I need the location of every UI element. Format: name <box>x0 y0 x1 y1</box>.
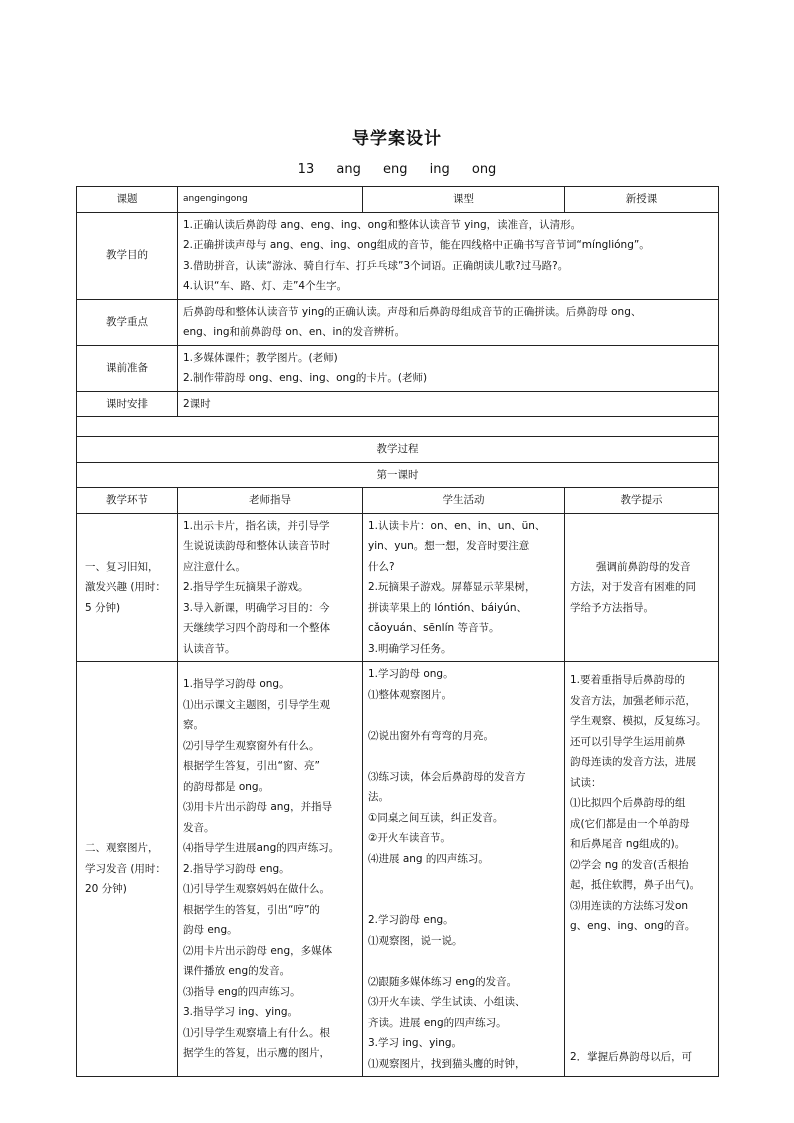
teaching-tips: 强调前鼻韵母的发音 方法，对于发音有困难的同 学给予方法指导。 <box>565 513 719 662</box>
lesson-number: 13 <box>297 162 315 177</box>
student-activity: 1.学习韵母 ong。 ⑴整体观察图片。 ⑵说出窗外有弯弯的月亮。 ⑶练习读，体会后鼻韵母的发音方 法。 ①同桌之间互读，纠正发音。 ②开火车读音节。 ⑷进展 ang 的四声练习。 2.学习韵母 eng。 ⑴观察图，说一说。 ⑵跟随多媒体练习 eng的发音。 ⑶开火车读、学生试读、小组读、 齐读。进展 eng的四声练习。 3.学习 ing、ying。 ⑴观察图片，找到猫头鹰的时钟， <box>363 662 565 1077</box>
hours-value: 2课时 <box>178 391 719 417</box>
stage-row <box>77 662 719 1077</box>
spacer-row <box>77 417 719 437</box>
goal-label: 教学目的 <box>77 212 178 299</box>
type-value: 新授课 <box>565 187 719 213</box>
prep-label: 课前准备 <box>77 345 178 391</box>
type-label: 课型 <box>363 187 565 213</box>
focus-label: 教学重点 <box>77 299 178 345</box>
teacher-guidance: 1.指导学习韵母 ong。 ⑴出示课文主题图，引导学生观 察。 ⑵引导学生观察窗外有什么。 根据学生答复，引出“窗、亮” 的韵母都是 ong。 ⑶用卡片出示韵母 ang，并指导 发音。 ⑷指导学生进展ang的四声练习。 2.指导学习韵母 eng。 ⑴引导学生观察妈妈在做什么。 根据学生的答复，引出“哼”的 韵母 eng。 ⑵用卡片出示韵母 eng，多媒体 课件播放 eng的发音。 ⑶指导 eng的四声练习。 3.指导学习 ing、ying。 ⑴引导学生观察墙上有什么。根 据学生的答复，出示鹰的图片， <box>178 662 363 1077</box>
prep-row <box>77 345 719 391</box>
syllable-ing: ing <box>429 162 450 177</box>
goals-row <box>77 212 719 299</box>
lesson-plan-table <box>76 186 719 1077</box>
stage-name: 二、观察图片， 学习发音 (用时： 20 分钟) <box>77 662 178 1077</box>
goal-item: 1.正确认读后鼻韵母 ang、eng、ing、ong和整体认读音节 ying，读准音，认清形。 <box>183 218 582 231</box>
goal-item: 3.借助拼音，认读“游泳、骑自行车、打乒乓球”3个词语。正确朗读儿歌?过马路?。 <box>183 259 569 272</box>
col-header-teacher: 老师指导 <box>178 488 363 514</box>
hours-label: 课时安排 <box>77 391 178 417</box>
process-heading: 教学过程 <box>77 437 719 463</box>
syllable-ang: ang <box>336 162 361 177</box>
col-header-student: 学生活动 <box>363 488 565 514</box>
process-header-row <box>77 488 719 514</box>
prep-item: 2.制作带韵母 ong、eng、ing、ong的卡片。(老师) <box>183 372 428 384</box>
col-header-stage: 教学环节 <box>77 488 178 514</box>
student-activity: 1.认读卡片：on、en、in、un、ün、 yin、yun。想一想，发音时要注意 什么? 2.玩摘果子游戏。屏幕显示苹果树， 拼读苹果上的 lóntión、báiyún、 cǎoyuán、sēnlín 等音节。 3.明确学习任务。 <box>363 513 565 662</box>
topic-label: 课题 <box>77 187 178 213</box>
focus-text <box>178 299 719 345</box>
page-title: 导学案设计 <box>352 129 442 149</box>
topic-row <box>77 187 719 213</box>
focus-line: 后鼻韵母和整体认读音节 ying的正确认读。声母和后鼻韵母组成音节的正确拼读。后鼻韵母 ong、 <box>183 305 642 318</box>
stage-row <box>77 513 719 662</box>
prep-list <box>178 345 719 391</box>
hours-row <box>77 391 719 417</box>
first-lesson-heading: 第一课时 <box>77 462 719 488</box>
goal-list <box>178 212 719 299</box>
stage-name: 一、复习旧知， 激发兴趣 (用时： 5 分钟) <box>77 513 178 662</box>
process-heading-row <box>77 437 719 463</box>
prep-item: 1.多媒体课件；教学图片。(老师) <box>183 351 338 364</box>
teaching-tips: 1.要着重指导后鼻韵母的 发音方法，加强老师示范， 学生观察、模拟，反复练习。 还可以引导学生运用前鼻 韵母连读的发音方法，进展 试读： ⑴比拟四个后鼻韵母的组 成(它们都是由一个单韵母 和后鼻尾音 ng组成的)。 ⑵学会 ng 的发音(舌根抬 起，抵住软腭，鼻子出气)。 ⑶用连读的方法练习发on g、eng、ing、ong的音。 2．掌握后鼻韵母以后，可 <box>565 662 719 1077</box>
goal-item: 4.认识“车、路、灯、走”4个生字。 <box>183 280 348 292</box>
goal-item: 2.正确拼读声母与 ang、eng、ing、ong组成的音节，能在四线格中正确书写音节词“mínglióng”。 <box>183 239 650 251</box>
first-lesson-row <box>77 462 719 488</box>
teacher-guidance: 1.出示卡片，指名读，并引导学 生说说读韵母和整体认读音节时 应注意什么。 2.指导学生玩摘果子游戏。 3.导入新课，明确学习目的：今 天继续学习四个韵母和一个整体 认读音节。 <box>178 513 363 662</box>
focus-line: eng、ing和前鼻韵母 on、en、in的发音辨析。 <box>183 326 406 338</box>
syllable-ong: ong <box>471 162 497 177</box>
focus-row <box>77 299 719 345</box>
col-header-tips: 教学提示 <box>565 488 719 514</box>
topic-value: angengingong <box>178 187 363 213</box>
syllable-eng: eng <box>382 162 408 177</box>
lesson-subtitle <box>0 162 794 177</box>
